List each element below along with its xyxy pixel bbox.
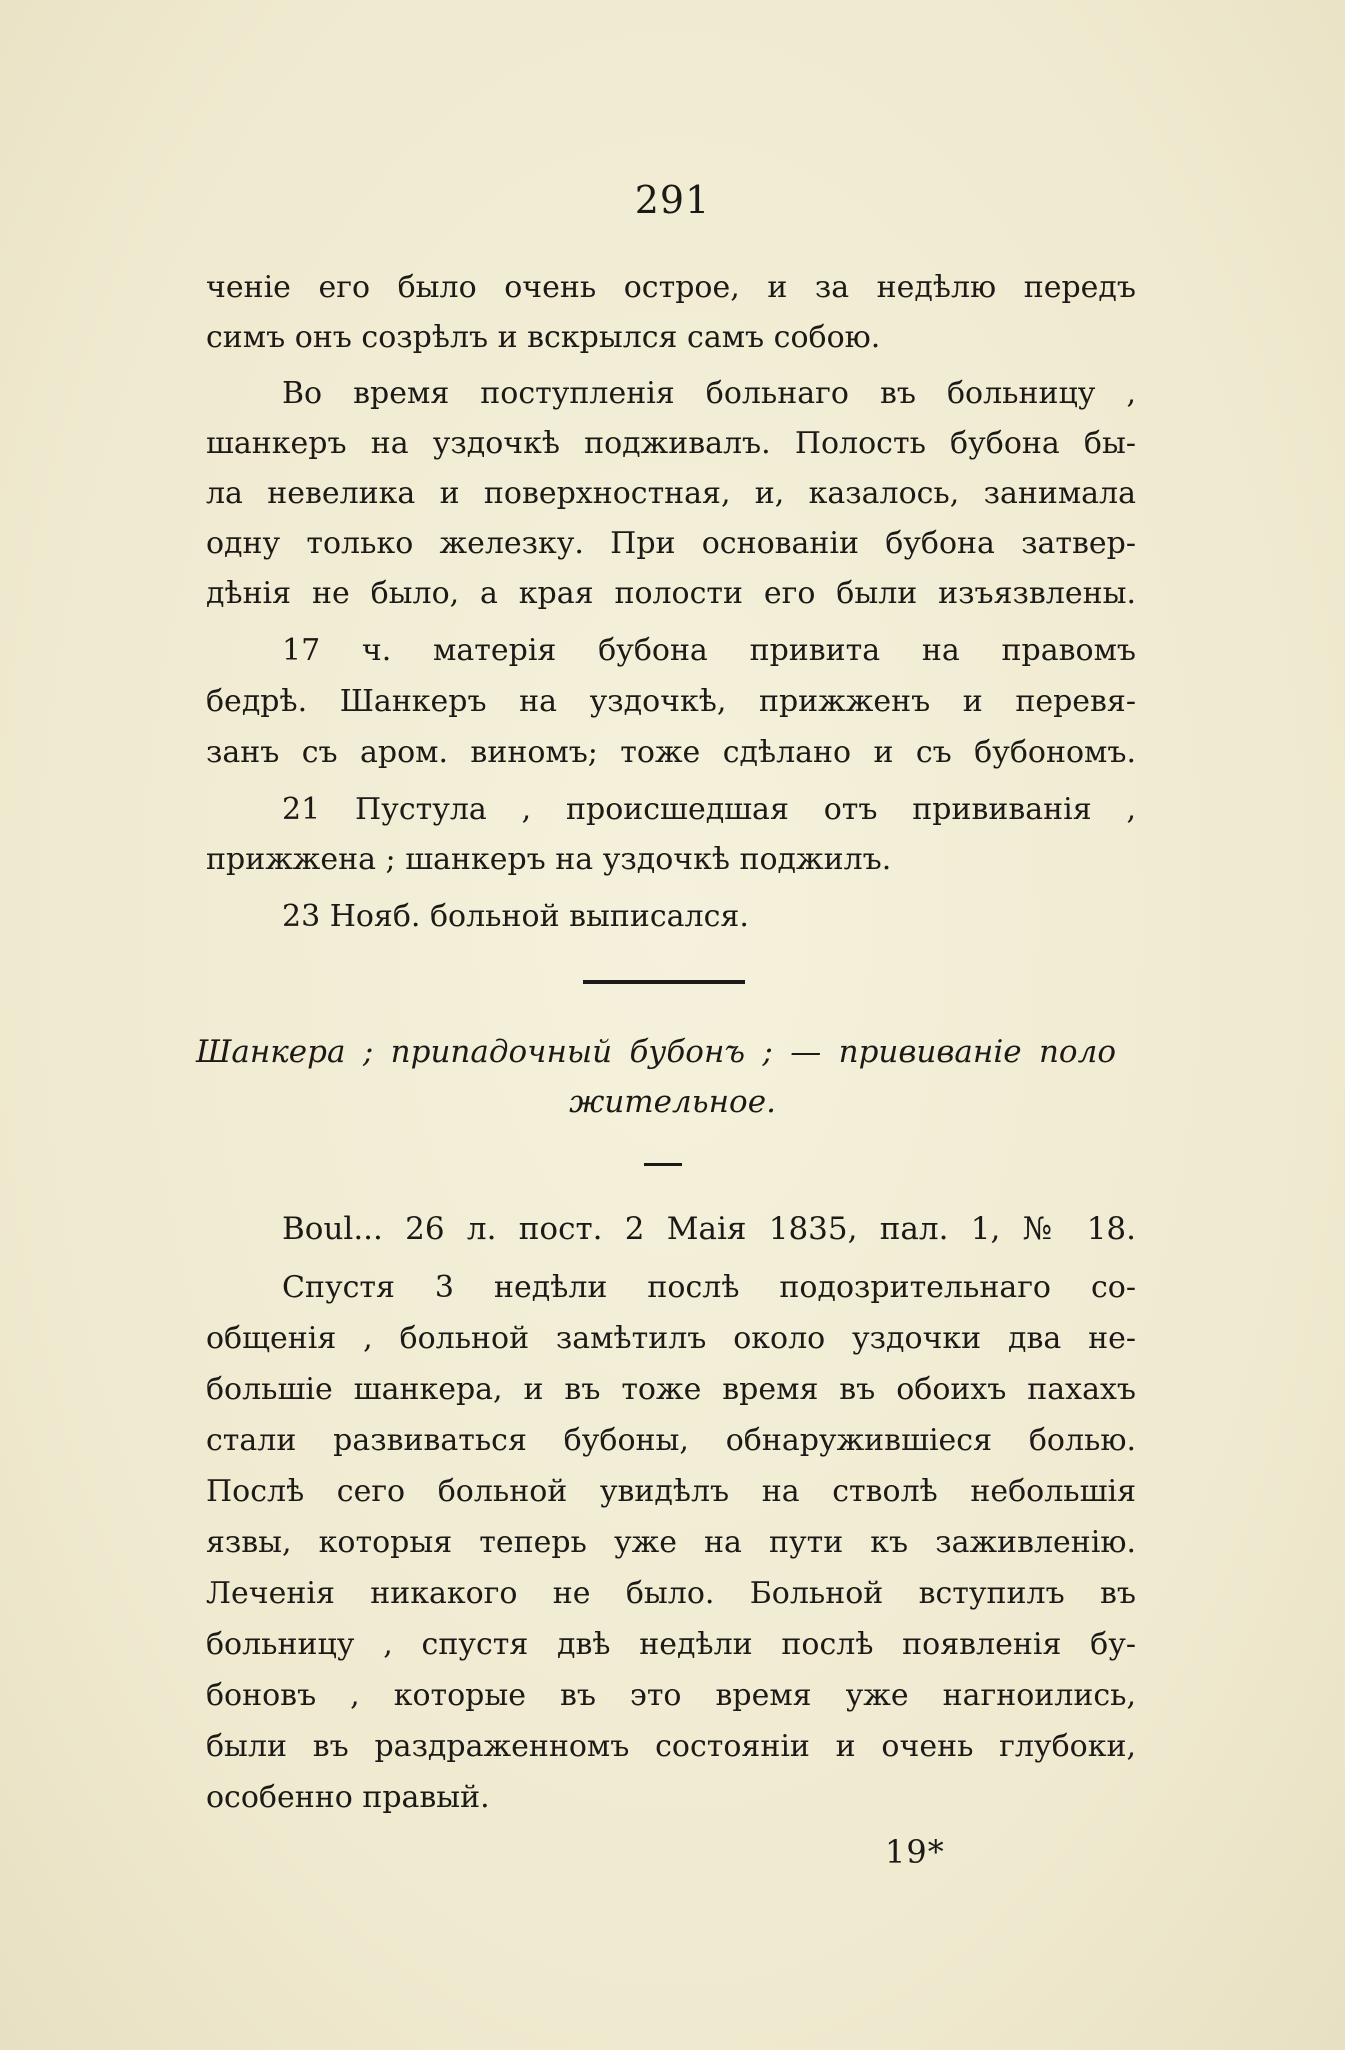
- text-line: ченіе его было очень острое, и за недѣлю передъ: [206, 270, 1136, 305]
- text-line: большіе шанкера, и въ тоже время въ обоихъ пахахъ: [206, 1372, 1136, 1407]
- text-line: занъ съ аром. виномъ; тоже сдѣлано и съ бубономъ.: [206, 735, 1136, 770]
- case-heading-line-2: жительное.: [569, 1084, 776, 1120]
- text-line: шанкеръ на уздочкѣ подживалъ. Полость бубона бы-: [206, 426, 1136, 461]
- text-line: Леченія никакого не было. Больной вступилъ въ: [206, 1576, 1136, 1611]
- section-divider: [583, 980, 745, 984]
- text-line: были въ раздраженномъ состояніи и очень глубоки,: [206, 1729, 1136, 1764]
- text-line: 21 Пустула , происшедшая отъ прививанія ,: [282, 792, 1136, 827]
- text-line: прижжена ; шанкеръ на уздочкѣ поджилъ.: [206, 842, 892, 877]
- text-line: Спустя 3 недѣли послѣ подозрительнаго со-: [282, 1270, 1136, 1305]
- text-line: общенія , больной замѣтилъ около уздочки два не-: [206, 1321, 1136, 1356]
- signature-mark: 19*: [885, 1833, 945, 1871]
- text-line: больницу , спустя двѣ недѣли послѣ появленія бу-: [206, 1627, 1136, 1662]
- text-line: 23 Нояб. больной выписался.: [282, 899, 749, 934]
- text-line: особенно правый.: [206, 1780, 490, 1815]
- text-line: 17 ч. матерія бубона привита на правомъ: [282, 633, 1136, 668]
- text-line: ла невелика и поверхностная, и, казалось, занимала: [206, 476, 1136, 511]
- text-line: язвы, которыя теперь уже на пути къ заживленію.: [206, 1525, 1136, 1560]
- text-line: Во время поступленія больнаго въ больницу ,: [282, 376, 1136, 411]
- text-line: стали развиваться бубоны, обнаружившіеся болью.: [206, 1423, 1136, 1458]
- text-line: одну только железку. При основаніи бубона затвер-: [206, 526, 1136, 561]
- text-line: симъ онъ созрѣлъ и вскрылся самъ собою.: [206, 320, 881, 355]
- text-line: Послѣ сего больной увидѣлъ на стволѣ небольшія: [206, 1474, 1136, 1509]
- text-line: бедрѣ. Шанкеръ на уздочкѣ, прижженъ и перевя-: [206, 684, 1136, 719]
- text-line: дѣнія не было, а края полости его были изъязвлены.: [206, 576, 1136, 611]
- page-number: 291: [634, 178, 711, 222]
- heading-divider: [644, 1163, 682, 1166]
- case-heading-line-1: Шанкера ; припадочный бубонъ ; — прививаніе поло: [196, 1034, 1116, 1070]
- text-line: Boul... 26 л. пост. 2 Маія 1835, пал. 1, № 18.: [282, 1211, 1136, 1247]
- text-line: боновъ , которые въ это время уже нагноились,: [206, 1678, 1136, 1713]
